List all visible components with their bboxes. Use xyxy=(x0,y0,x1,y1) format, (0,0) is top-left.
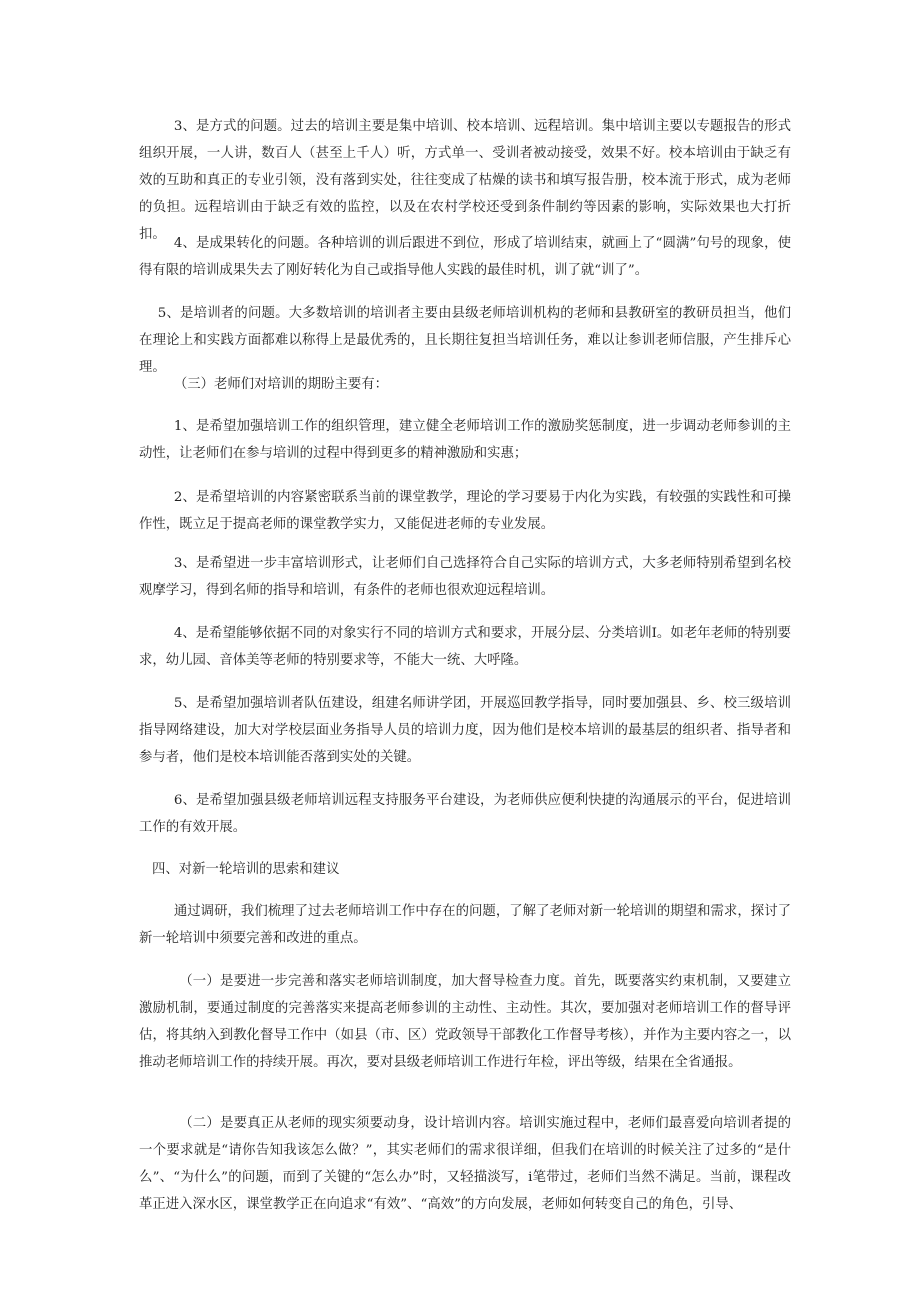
paragraph-expectation-4: 4、是希望能够依据不同的对象实行不同的培训方式和要求，开展分层、分类培训I。如老年老师的特别要求，幼儿园、音体美等老师的特别要求等，不能大一统、大呼隆。 xyxy=(139,626,791,668)
paragraph-outcome-problem: 4、是成果转化的问题。各种培训的训后跟进不到位，形成了培训结束，就画上了“圆满”句号的现象，使得有限的培训成果失去了刚好转化为自己或指导他人实践的最佳时机，训了就“训了”。 xyxy=(139,236,791,278)
paragraph-method-problem: 3、是方式的问题。过去的培训主要是集中培训、校本培训、远程培训。集中培训主要以专题报告的形式组织开展，一人讲，数百人（甚至上千人）听，方式单一、受训者被动接受，效果不好。校本培训由于缺乏有效的互助和真正的专业引领，没有落到实处，往往变成了枯燥的读书和填写报告册，校本流于形式，成为老师的负担。远程培训由于缺乏有效的监控，以及在农村学校还受到条件制约等因素的影响，实际效果也大打折扣。 xyxy=(139,119,791,242)
paragraph-expectation-6: 6、是希望加强县级老师培训远程支持服务平台建设，为老师供应便利快捷的沟通展示的平台，促进培训工作的有效开展。 xyxy=(139,793,791,835)
paragraph-suggestion-2: （二）是要真正从老师的现实须要动身，设计培训内容。培训实施过程中，老师们最喜爱向培训者提的一个要求就是“请你告知我该怎么做？”，其实老师们的需求很详细，但我们在培训的时候关注了过多的“是什么”、“为什么”的问题，而到了关键的“怎么办”时，又轻描淡写，i笔带过，老师们当然不满足。当前，课程改革正进入深水区，课堂教学正在向追求“有效”、“高效”的方向发展，老师如何转变自己的角色，引导、 xyxy=(139,1116,791,1212)
paragraph-expectation-2: 2、是希望培训的内容紧密联系当前的课堂教学，理论的学习要易于内化为实践，有较强的实践性和可操作性，既立足于提高老师的课堂教学实力，又能促进老师的专业发展。 xyxy=(139,490,791,532)
paragraph-expectation-3: 3、是希望进一步丰富培训形式，让老师们自己选择符合自己实际的培训方式，大多老师特别希望到名校观摩学习，得到名师的指导和培训，有条件的老师也很欢迎远程培训。 xyxy=(139,556,791,598)
paragraph-expectation-5: 5、是希望加强培训者队伍建设，组建名师讲学团，开展巡回教学指导，同时要加强县、乡、校三级培训指导网络建设，加大对学校层面业务指导人员的培训力度，因为他们是校本培训的最基层的组织者、指导者和参与者，他们是校本培训能否落到实处的关键。 xyxy=(139,696,791,765)
paragraph-expectation-1: 1、是希望加强培训工作的组织管理，建立健全老师培训工作的激励奖惩制度，进一步调动老师参训的主动性，让老师们在参与培训的过程中得到更多的精神激励和实惠； xyxy=(139,419,791,461)
section-heading-expectations: （三）老师们对培训的期盼主要有： xyxy=(173,377,389,392)
paragraph-survey-summary: 通过调研，我们梳理了过去老师培训工作中存在的问题，了解了老师对新一轮培训的期望和需求，探讨了新一轮培训中须要完善和改进的重点。 xyxy=(139,904,791,946)
paragraph-trainer-problem: 5、是培训者的问题。大多数培训的培训者主要由县级老师培训机构的老师和县教研室的教研员担当，他们在理论上和实践方面都难以称得上是最优秀的，且长期往复担当培训任务，难以让参训老师信服，产生排斥心理。 xyxy=(139,306,791,375)
section-heading-suggestions: 四、对新一轮培训的思索和建议 xyxy=(152,862,340,877)
paragraph-suggestion-1: （一）是要进一步完善和落实老师培训制度，加大督导检查力度。首先，既要落实约束机制，又要建立激励机制，要通过制度的完善落实来提高老师参训的主动性、主动性。其次，要加强对老师培训工作的督导评估，将其纳入到教化督导工作中（如县（市、区）党政领导干部教化工作督导考核），并作为主要内容之一，以推动老师培训工作的持续开展。再次，要对县级老师培训工作进行年检，评出等级，结果在全省通报。 xyxy=(139,974,791,1070)
